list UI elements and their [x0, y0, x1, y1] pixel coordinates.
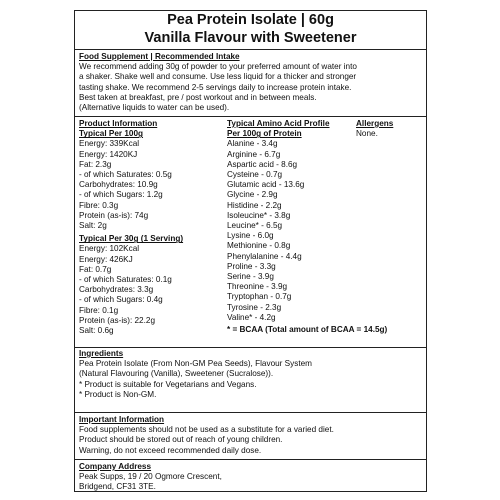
amino-column: [227, 119, 387, 335]
intake-section: [79, 52, 357, 113]
nutrition-row: Energy: 1420KJ: [79, 149, 138, 159]
product-info-heading: Product Information: [79, 119, 158, 128]
amino-row: Tryptophan - 0.7g: [227, 292, 292, 302]
nutrition-row: Energy: 339Kcal: [79, 139, 140, 149]
amino-row: Aspartic acid - 8.6g: [227, 159, 298, 169]
amino-row: Glutamic acid - 13.6g: [227, 180, 305, 190]
nutrition-row: Protein (as-is): 74g: [79, 210, 149, 220]
important-line: Product should be stored out of reach of young children.: [79, 435, 283, 445]
amino-row: Glycine - 2.9g: [227, 190, 278, 200]
allergens-heading: Allergens: [356, 119, 394, 128]
ingredients-line: (Natural Flavouring (Vanilla), Sweetener (Sucralose)).: [79, 369, 274, 379]
intake-line: tasting shake. We recommend 2-5 servings daily to increase protein intake.: [79, 82, 352, 92]
nutrition-row: Protein (as-is): 22.2g: [79, 315, 155, 325]
amino-row: Histidine - 2.2g: [227, 200, 282, 210]
amino-row: Threonine - 3.9g: [227, 282, 288, 292]
amino-heading: Typical Amino Acid Profile: [227, 119, 330, 128]
intake-line: Best taken at breakfast, pre / post workout and in between meals.: [79, 92, 317, 102]
nutrition-row: Carbohydrates: 10.9g: [79, 180, 158, 190]
amino-row: Arginine - 6.7g: [227, 149, 281, 159]
company-line: Bridgend, CF31 3TE.: [79, 482, 156, 492]
amino-row: Valine* - 4.2g: [227, 312, 276, 322]
company-line: Peak Supps, 19 / 20 Ogmore Crescent,: [79, 472, 222, 482]
company-heading: Company Address: [79, 462, 152, 471]
per30-heading: Typical Per 30g (1 Serving): [79, 234, 184, 244]
important-line: Warning, do not exceed recommended daily dose.: [79, 445, 262, 455]
bcaa-note: * = BCAA (Total amount of BCAA = 14.5g): [227, 325, 388, 335]
intake-line: a shaker. Shake well and consume. Use less liquid for a thicker and stronger: [79, 72, 357, 82]
allergens-column: [356, 119, 393, 139]
nutrition-row: - of which Saturates: 0.1g: [79, 275, 172, 285]
ingredients-line: * Product is suitable for Vegetarians and Vegans.: [79, 379, 257, 389]
ingredients-line: Pea Protein Isolate (From Non-GM Pea Seeds), Flavour System: [79, 359, 312, 369]
supplement-label: [74, 10, 427, 492]
important-line: Food supplements should not be used as a substitute for a varied diet.: [79, 425, 334, 435]
amino-subheading: Per 100g of Protein: [227, 129, 302, 139]
nutrition-row: Fat: 0.7g: [79, 264, 112, 274]
amino-row: Phenylalanine - 4.4g: [227, 251, 302, 261]
nutrition-row: - of which Saturates: 0.5g: [79, 170, 172, 180]
nutrition-row: Carbohydrates: 3.3g: [79, 285, 154, 295]
nutrition-row: Fibre: 0.3g: [79, 200, 119, 210]
ingredients-section: [79, 349, 312, 400]
product-title: Pea Protein Isolate | 60g: [167, 12, 334, 28]
nutrition-row: Fat: 2.3g: [79, 159, 112, 169]
ingredients-heading: Ingredients: [79, 349, 124, 358]
amino-row: Leucine* - 6.5g: [227, 221, 283, 231]
nutrition-row: Energy: 426KJ: [79, 254, 133, 264]
nutrition-row: Salt: 2g: [79, 221, 107, 231]
amino-row: Alanine - 3.4g: [227, 139, 278, 149]
allergens-value: None.: [356, 129, 378, 139]
intake-line: (Alternative liquids to water can be used).: [79, 103, 230, 113]
divider: [75, 116, 426, 117]
company-section: [79, 462, 222, 493]
amino-row: Lysine - 6.0g: [227, 231, 274, 241]
amino-row: Tyrosine - 2.3g: [227, 302, 282, 312]
intake-heading: Food Supplement | Recommended Intake: [79, 52, 240, 61]
nutrition-row: Energy: 102Kcal: [79, 244, 140, 254]
nutrition-row: - of which Sugars: 1.2g: [79, 190, 163, 200]
divider: [75, 49, 426, 50]
intake-line: We recommend adding 30g of powder to your preferred amount of water into: [79, 62, 357, 72]
nutrition-row: Salt: 0.6g: [79, 326, 114, 336]
divider: [75, 412, 426, 413]
product-info-column: [79, 119, 183, 336]
important-section: [79, 415, 334, 456]
amino-row: Proline - 3.3g: [227, 261, 276, 271]
important-heading: Important Information: [79, 415, 165, 424]
divider: [75, 459, 426, 460]
product-subtitle: Vanilla Flavour with Sweetener: [144, 30, 357, 46]
ingredients-line: * Product is Non-GM.: [79, 389, 157, 399]
nutrition-row: - of which Sugars: 0.4g: [79, 295, 163, 305]
nutrition-row: Fibre: 0.1g: [79, 305, 119, 315]
amino-row: Cysteine - 0.7g: [227, 170, 283, 180]
amino-row: Isoleucine* - 3.8g: [227, 210, 291, 220]
per100-heading: Typical Per 100g: [79, 129, 144, 139]
divider: [75, 347, 426, 348]
amino-row: Methionine - 0.8g: [227, 241, 291, 251]
amino-row: Serine - 3.9g: [227, 272, 274, 282]
